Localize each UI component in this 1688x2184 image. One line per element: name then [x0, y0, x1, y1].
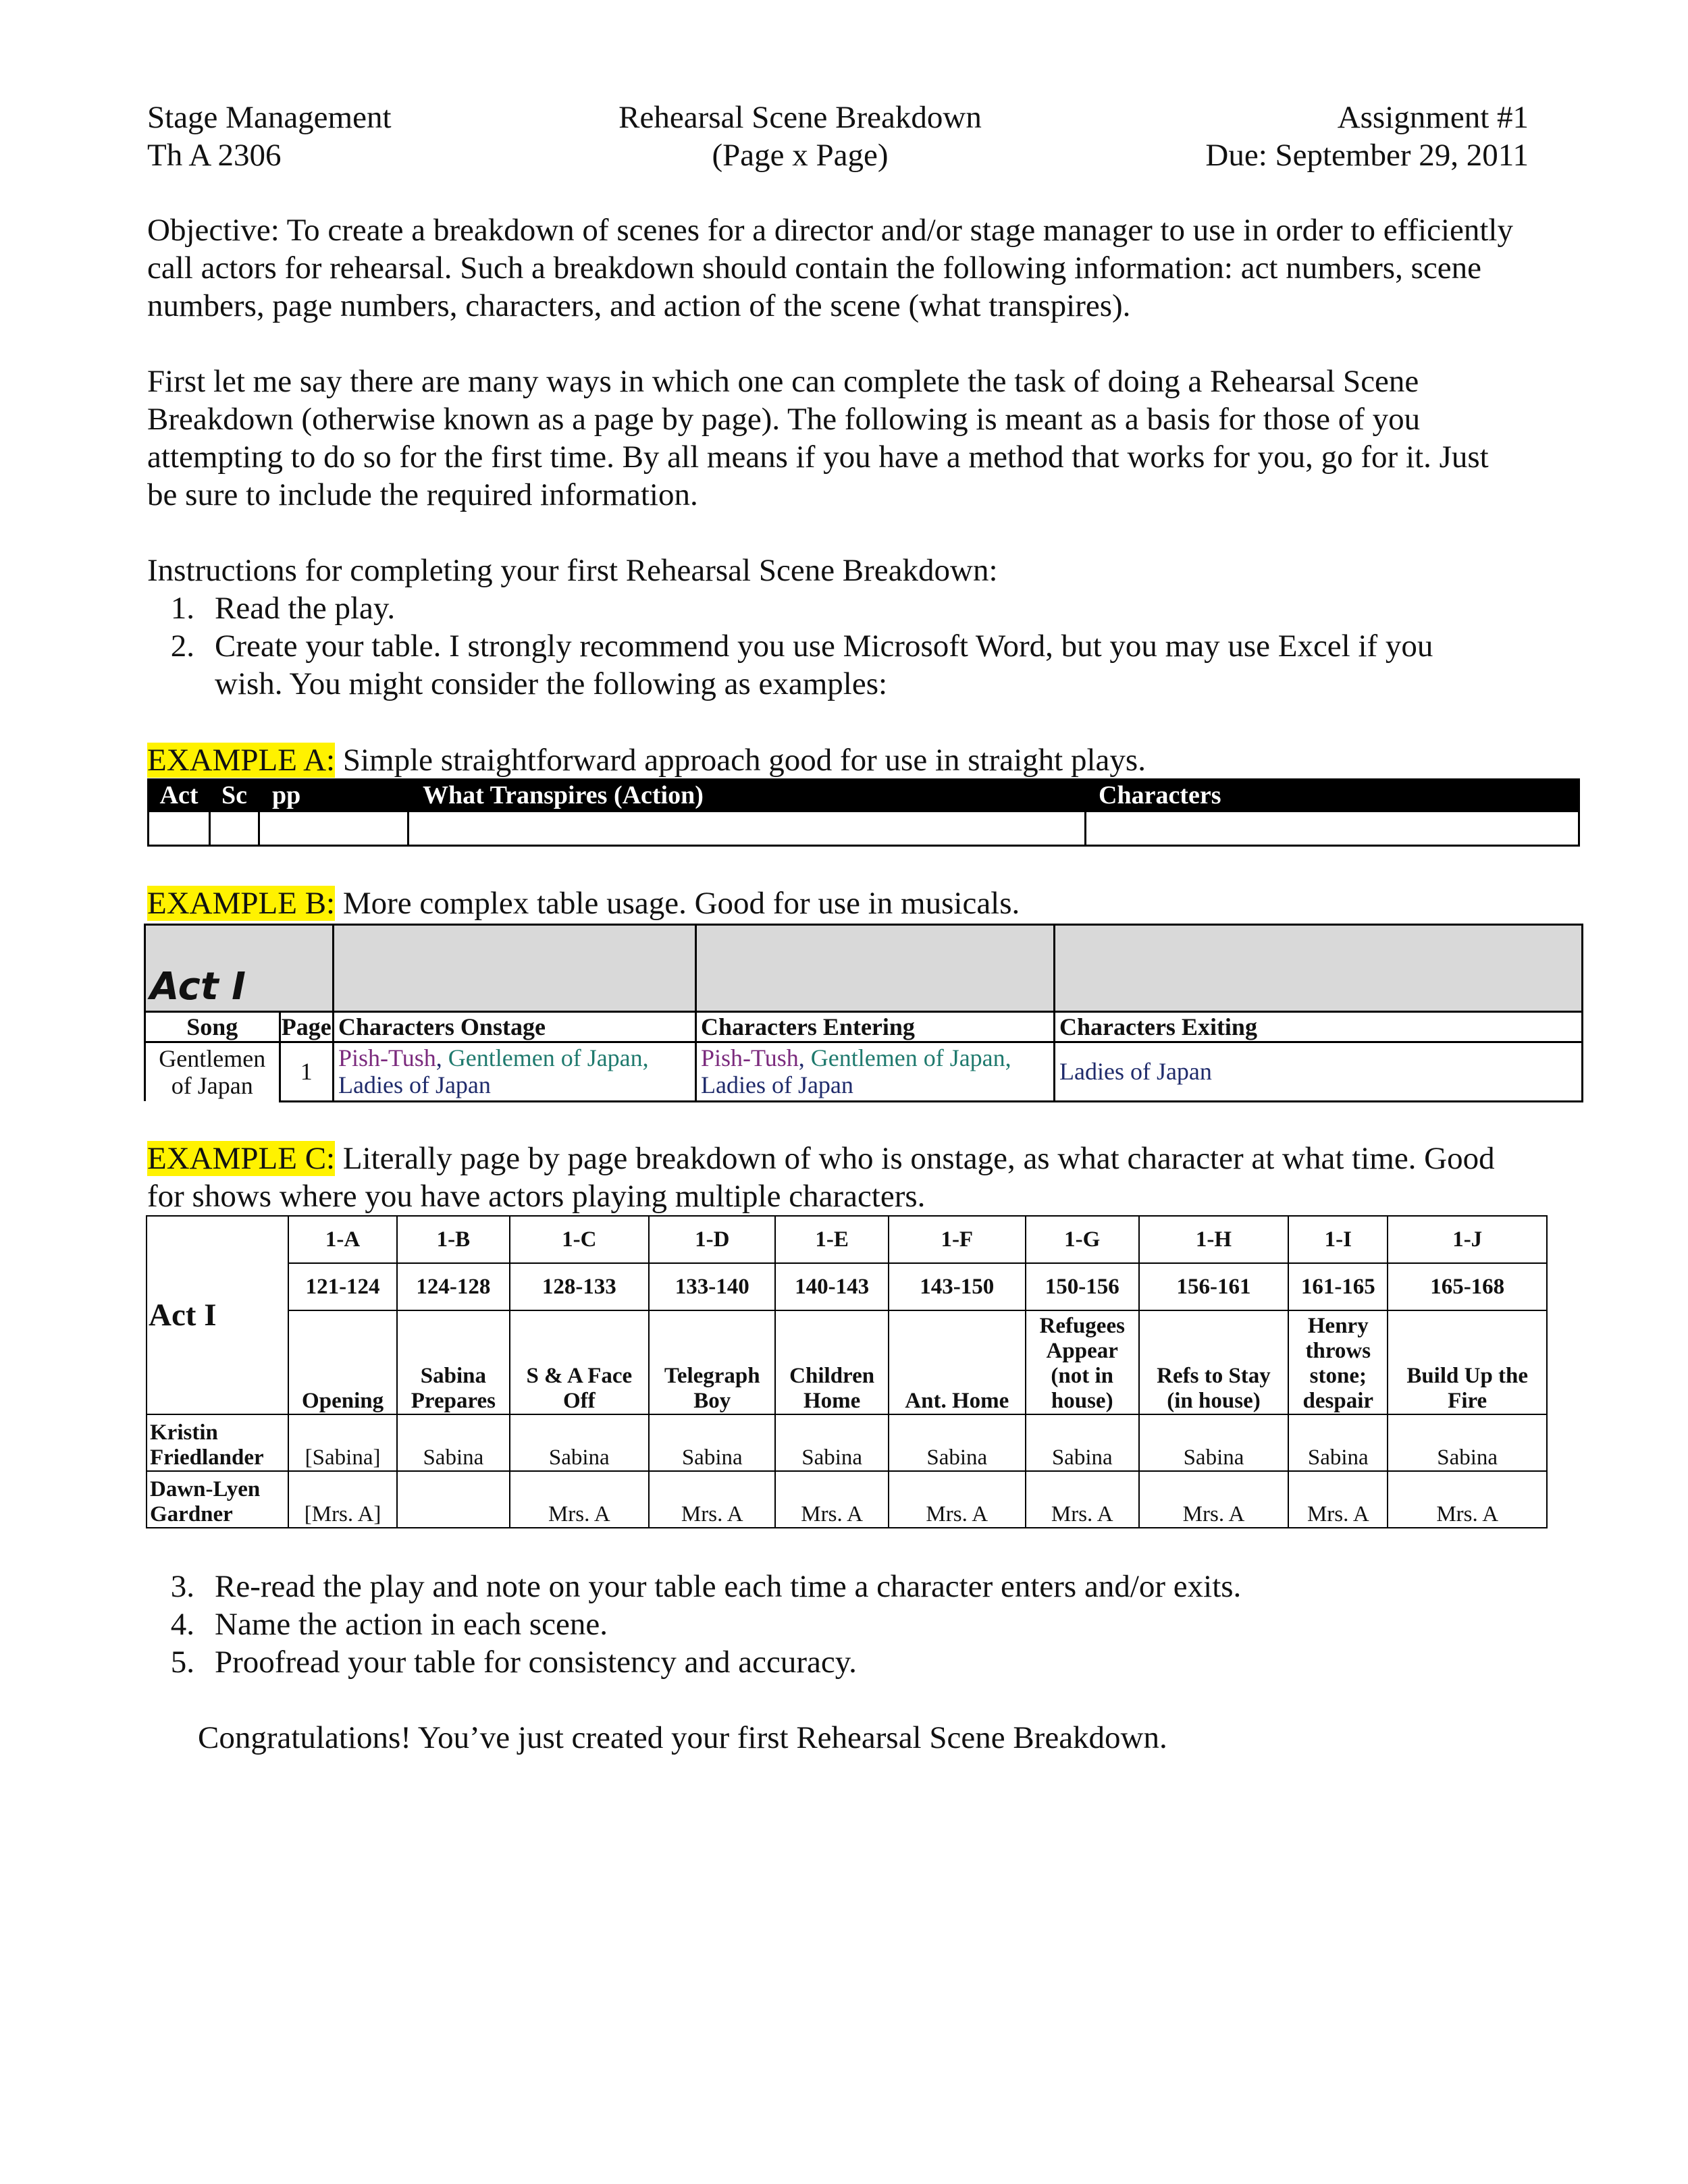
table-cell — [259, 811, 408, 846]
table-cell — [210, 811, 259, 846]
page-range: 165-168 — [1388, 1263, 1547, 1310]
col-header-characters: Characters — [1086, 780, 1579, 811]
role-cell: Mrs. A — [1026, 1471, 1139, 1528]
scene-name — [1139, 1310, 1289, 1414]
example-a-table — [147, 778, 1580, 847]
role-cell: Sabina — [1388, 1414, 1547, 1471]
objective-line: Objective: To create a breakdown of scenes for a director and/or stage manager to use in order to efficiently — [147, 213, 1513, 248]
list-number: 1. — [170, 591, 194, 626]
col-header-onstage: Characters Onstage — [334, 1012, 696, 1042]
col-header-exiting: Characters Exiting — [1055, 1012, 1583, 1042]
page-range: 124-128 — [397, 1263, 509, 1310]
scene-code: 1-C — [510, 1216, 649, 1263]
character-name: Pish-Tush — [338, 1044, 436, 1072]
role-cell: Mrs. A — [889, 1471, 1026, 1528]
table-cell — [334, 925, 696, 1012]
separator: , — [798, 1044, 811, 1072]
act-title-cell — [145, 925, 280, 1012]
example-b-desc: More complex table usage. Good for use in musicals. — [335, 886, 1020, 921]
list-item — [147, 1605, 1565, 1643]
header-course: Stage Management — [147, 100, 392, 135]
list-item — [147, 627, 1565, 703]
page-range: 140-143 — [775, 1263, 888, 1310]
role-cell — [397, 1471, 509, 1528]
scene-name-line: Home — [803, 1389, 861, 1413]
list-text — [215, 627, 1531, 703]
scene-code: 1-I — [1288, 1216, 1388, 1263]
scene-code: 1-B — [397, 1216, 509, 1263]
exiting-cell — [1055, 1042, 1583, 1102]
list-item — [147, 1643, 1565, 1681]
col-header-act: Act — [149, 780, 210, 811]
scene-name — [1288, 1310, 1388, 1414]
role-cell: Mrs. A — [1388, 1471, 1547, 1528]
role-cell: Mrs. A — [510, 1471, 649, 1528]
list-text-line: Create your table. I strongly recommend you use Microsoft Word, but you may use Excel if you — [215, 629, 1433, 664]
table-row — [147, 1471, 1547, 1528]
list-item — [147, 1568, 1565, 1605]
closing-line: Congratulations! You’ve just created your first Rehearsal Scene Breakdown. — [198, 1720, 1167, 1755]
page-range: 133-140 — [649, 1263, 775, 1310]
intro-line: Breakdown (otherwise known as a page by page). The following is meant as a basis for those of you — [147, 402, 1421, 437]
scene-code: 1-E — [775, 1216, 888, 1263]
actor-name-line: Kristin — [150, 1420, 218, 1445]
table-cell — [408, 811, 1086, 846]
character-name: Gentlemen of Japan, — [810, 1044, 1011, 1072]
act-title: Act I — [147, 1216, 288, 1414]
character-name: Ladies of Japan — [1059, 1058, 1212, 1086]
header-title: Rehearsal Scene Breakdown — [618, 100, 982, 135]
actor-name-line: Dawn-Lyen — [150, 1477, 261, 1501]
scene-name-line: (in house) — [1167, 1389, 1261, 1413]
list-text: Re-read the play and note on your table each time a character enters and/or exits. — [215, 1569, 1242, 1604]
scene-name-line: Off — [562, 1389, 596, 1413]
page-range: 150-156 — [1026, 1263, 1139, 1310]
intro-paragraph — [147, 363, 1489, 514]
scene-code: 1-A — [288, 1216, 397, 1263]
objective-line: numbers, page numbers, characters, and action of the scene (what transpires). — [147, 288, 1131, 323]
example-a-heading — [147, 741, 1146, 779]
role-cell: Sabina — [1139, 1414, 1289, 1471]
scene-name-line: Fire — [1448, 1389, 1487, 1413]
header-due: Due: September 29, 2011 — [1205, 138, 1529, 173]
scene-name-line: house) — [1051, 1389, 1113, 1413]
instructions-heading: Instructions for completing your first Rehearsal Scene Breakdown: — [147, 553, 998, 588]
entering-cell — [696, 1042, 1055, 1102]
scene-name-line: Sabina — [420, 1364, 486, 1388]
separator: , — [436, 1044, 448, 1072]
onstage-cell — [334, 1042, 696, 1102]
actor-name — [147, 1414, 288, 1471]
role-cell: Sabina — [1288, 1414, 1388, 1471]
scene-name-line: Appear — [1046, 1339, 1118, 1363]
scene-name-line: Build Up the — [1406, 1364, 1529, 1388]
list-text: Proofread your table for consistency and accuracy. — [215, 1645, 857, 1680]
scene-name-line: Ant. Home — [905, 1389, 1009, 1413]
table-cell — [696, 925, 1055, 1012]
scene-name — [510, 1310, 649, 1414]
scene-name-line: Prepares — [411, 1389, 496, 1413]
example-c-table — [146, 1215, 1548, 1528]
role-cell: Sabina — [889, 1414, 1026, 1471]
scene-name-line: Telegraph — [664, 1364, 760, 1388]
example-a-desc: Simple straightforward approach good for use in straight plays. — [335, 743, 1146, 778]
page-range: 161-165 — [1288, 1263, 1388, 1310]
example-c-label: EXAMPLE C: — [147, 1141, 336, 1176]
example-b-heading — [147, 884, 1020, 922]
scene-name-line: throws — [1305, 1339, 1371, 1363]
intro-line: be sure to include the required information. — [147, 477, 698, 512]
role-cell: [Mrs. A] — [288, 1471, 397, 1528]
scene-name — [397, 1310, 509, 1414]
scene-name-line: Refs to Stay — [1157, 1364, 1271, 1388]
example-b-table — [144, 924, 1583, 1102]
scene-name-line: S & A Face — [526, 1364, 633, 1388]
scene-name — [288, 1310, 397, 1414]
intro-line: First let me say there are many ways in which one can complete the task of doing a Rehearsal Scene — [147, 364, 1419, 399]
scene-code: 1-J — [1388, 1216, 1547, 1263]
role-cell: Mrs. A — [775, 1471, 888, 1528]
role-cell: Mrs. A — [649, 1471, 775, 1528]
role-cell: Sabina — [775, 1414, 888, 1471]
list-number: 2. — [170, 629, 194, 664]
objective-paragraph — [147, 211, 1513, 325]
table-row — [147, 1414, 1547, 1471]
list-number: 3. — [170, 1569, 194, 1604]
example-c-desc: Literally page by page breakdown of who is onstage, as what character at what time. Good — [335, 1141, 1495, 1176]
col-header-page: Page — [280, 1012, 334, 1042]
scene-name — [649, 1310, 775, 1414]
scene-name-line: despair — [1302, 1389, 1374, 1413]
role-cell: Sabina — [510, 1414, 649, 1471]
list-item — [147, 589, 1565, 627]
scene-name — [775, 1310, 888, 1414]
scene-name-line: Henry — [1307, 1314, 1369, 1338]
header-assignment: Assignment #1 — [1337, 100, 1529, 135]
scene-code: 1-G — [1026, 1216, 1139, 1263]
character-name: Gentlemen of Japan, — [448, 1044, 649, 1072]
scene-code: 1-D — [649, 1216, 775, 1263]
actor-name-line: Gardner — [150, 1502, 233, 1526]
page-range: 121-124 — [288, 1263, 397, 1310]
actor-name — [147, 1471, 288, 1528]
table-cell — [149, 811, 210, 846]
character-name: Ladies of Japan — [338, 1071, 491, 1099]
col-header-sc: Sc — [210, 780, 259, 811]
example-c-desc-2: for shows where you have actors playing multiple characters. — [147, 1179, 926, 1214]
scene-name-line: Boy — [693, 1389, 731, 1413]
scene-name-line: Refugees — [1039, 1314, 1125, 1338]
scene-code: 1-F — [889, 1216, 1026, 1263]
act-title: Act I — [150, 965, 246, 1009]
scene-name-line: Children — [789, 1364, 875, 1388]
page-range: 143-150 — [889, 1263, 1026, 1310]
example-a-label: EXAMPLE A: — [147, 743, 336, 778]
character-name: Ladies of Japan — [701, 1071, 853, 1099]
scene-name — [1026, 1310, 1139, 1414]
list-text: Name the action in each scene. — [215, 1607, 608, 1642]
scene-name — [889, 1310, 1026, 1414]
role-cell: [Sabina] — [288, 1414, 397, 1471]
role-cell: Sabina — [397, 1414, 509, 1471]
example-c-heading — [147, 1140, 1495, 1215]
role-cell: Mrs. A — [1288, 1471, 1388, 1528]
role-cell: Sabina — [649, 1414, 775, 1471]
scene-name — [1388, 1310, 1547, 1414]
example-b-label: EXAMPLE B: — [147, 886, 336, 921]
scene-name-line: stone; — [1309, 1364, 1367, 1388]
list-number: 5. — [170, 1645, 194, 1680]
col-header-entering: Characters Entering — [696, 1012, 1055, 1042]
page-range: 156-161 — [1139, 1263, 1289, 1310]
song-cell: Gentlemen of Japan — [145, 1042, 280, 1102]
header-course-code: Th A 2306 — [147, 138, 282, 173]
page-range: 128-133 — [510, 1263, 649, 1310]
list-number: 4. — [170, 1607, 194, 1642]
list-text: Read the play. — [215, 591, 396, 626]
scene-name-line: Opening — [302, 1389, 384, 1413]
role-cell: Mrs. A — [1139, 1471, 1289, 1528]
scene-code: 1-H — [1139, 1216, 1289, 1263]
scene-name-line: (not in — [1051, 1364, 1114, 1388]
table-cell — [1055, 925, 1583, 1012]
col-header-song: Song — [145, 1012, 280, 1042]
col-header-action: What Transpires (Action) — [408, 780, 1086, 811]
header-subtitle: (Page x Page) — [712, 138, 889, 173]
page-cell: 1 — [280, 1042, 334, 1102]
table-cell — [1086, 811, 1579, 846]
actor-name-line: Friedlander — [150, 1445, 264, 1470]
character-name: Pish-Tush — [701, 1044, 799, 1072]
list-text-line: wish. You might consider the following as examples: — [215, 666, 888, 701]
table-cell — [280, 925, 334, 1012]
objective-line: call actors for rehearsal. Such a breakdown should contain the following information: act numbers, scene — [147, 250, 1481, 286]
intro-line: attempting to do so for the first time. By all means if you have a method that works for you, go for it. Just — [147, 440, 1489, 475]
role-cell: Sabina — [1026, 1414, 1139, 1471]
col-header-pp: pp — [259, 780, 408, 811]
